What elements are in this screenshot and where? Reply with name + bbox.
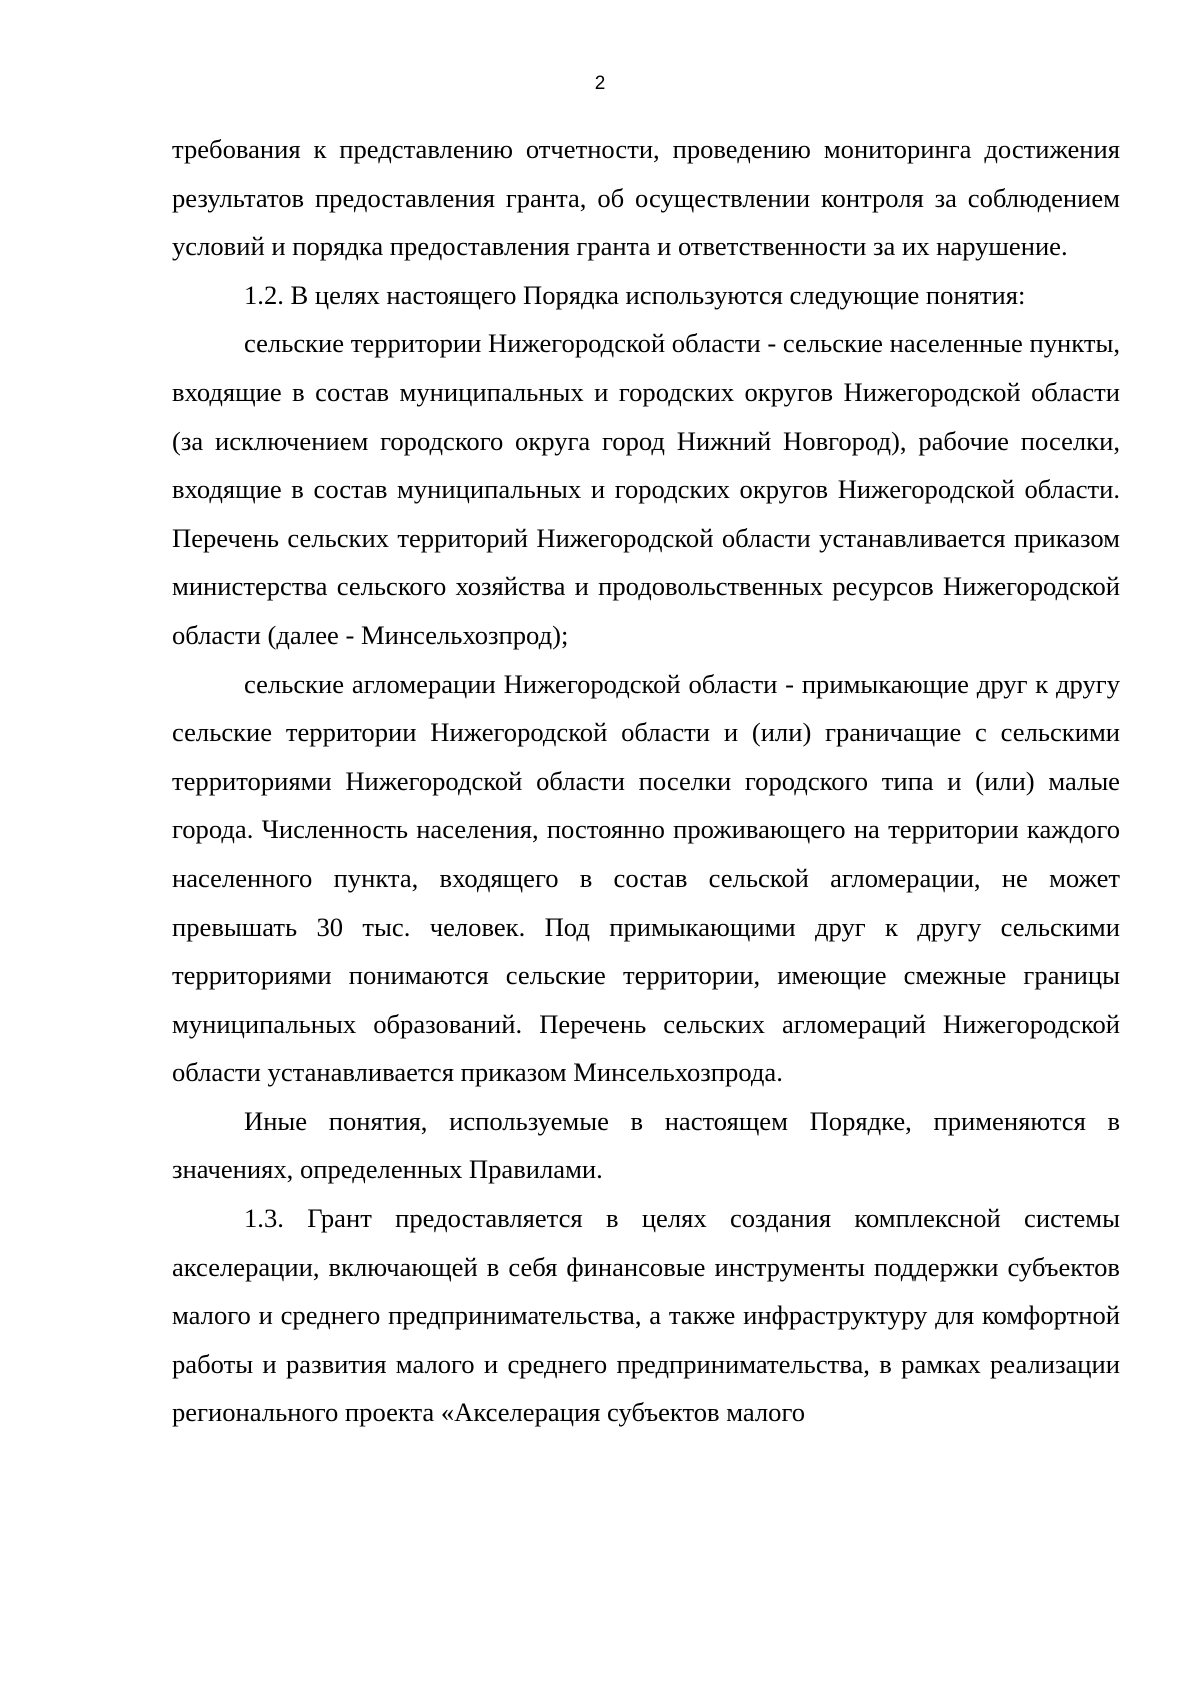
paragraph-rural-territories: сельские территории Нижегородской области - сельские населенные пункты, входящие в состав муниципальных и городских округов Нижегородской области (за исключением городского округа город Нижний Новгород), рабочие поселки, входящие в состав муниципальных и городских округов Нижегородской области. Перечень сельских территорий Нижегородской области устанавливается приказом министерства сельского хозяйства и продовольственных ресурсов Нижегородской области (далее - Минсельхозпрод); bbox=[172, 328, 1120, 650]
paragraph-requirements-continuation: требования к представлению отчетности, проведению мониторинга достижения результатов предоставления гранта, об осуществлении контроля за соблюдением условий и порядка предоставления гранта и ответственности за их нарушение. bbox=[172, 134, 1120, 262]
paragraph-other-concepts: Иные понятия, используемые в настоящем Порядке, применяются в значениях, определенных Правилами. bbox=[172, 1105, 1120, 1185]
document-body bbox=[172, 125, 1120, 1437]
paragraph-1-3-grant-purpose: 1.3. Грант предоставляется в целях создания комплексной системы акселерации, включающей в себя финансовые инструменты поддержки субъектов малого и среднего предпринимательства, а также инфраструктуру для комфортной работы и развития малого и среднего предпринимательства, в рамках реализации регионального проекта «Акселерация субъектов малого bbox=[172, 1203, 1120, 1428]
page-number: 2 bbox=[594, 73, 606, 94]
paragraph-1-2-definitions: 1.2. В целях настоящего Порядка используются следующие понятия: bbox=[244, 279, 1026, 310]
paragraph-rural-agglomerations: сельские агломерации Нижегородской области - примыкающие друг к другу сельские территории Нижегородской области и (или) граничащие с сельскими территориями Нижегородской области поселки городского типа и (или) малые города. Численность населения, постоянно проживающего на территории каждого населенного пункта, входящего в состав сельской агломерации, не может превышать 30 тыс. человек. Под примыкающими друг к другу сельскими территориями понимаются сельские территории, имеющие смежные границы муниципальных образований. Перечень сельских агломераций Нижегородской области устанавливается приказом Минсельхозпрода. bbox=[172, 668, 1120, 1088]
